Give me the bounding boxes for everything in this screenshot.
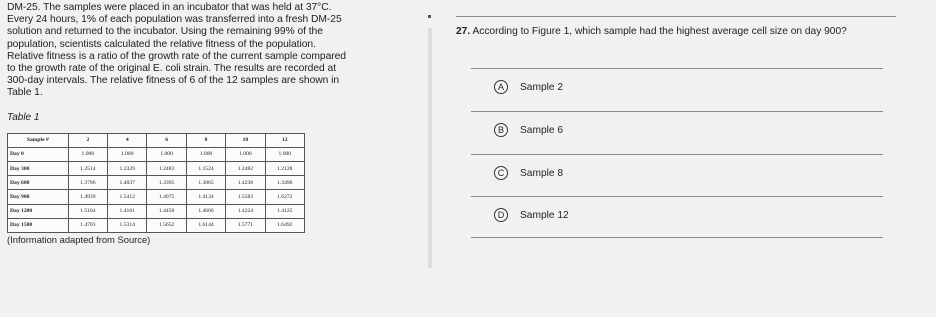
table-cell: 1.3796 <box>68 176 107 190</box>
choice-label-d: Sample 12 <box>520 209 569 221</box>
choice-letter-d: D <box>494 208 508 222</box>
table-row <box>8 204 305 218</box>
table-cell: 1.000 <box>147 147 186 161</box>
table-cell: 1.4450 <box>147 204 186 218</box>
passage-text <box>7 2 427 100</box>
answer-rule <box>471 237 883 238</box>
passage-line: 300-day intervals. The relative fitness of 6 of the 12 samples are shown in <box>7 75 340 87</box>
passage-line: to the growth rate of the original E. coli strain. The results are recorded at <box>7 63 337 75</box>
choice-label-c: Sample 8 <box>520 167 564 179</box>
question-stem <box>456 26 847 37</box>
question-number: 27. <box>456 26 471 37</box>
table-cell: 1.2329 <box>108 162 147 176</box>
table-cell: 1.2514 <box>68 162 107 176</box>
table-header: 6 <box>147 133 186 147</box>
table-cell: 1.3490 <box>265 176 304 190</box>
top-rule <box>456 16 896 17</box>
table-cell: 1.000 <box>108 147 147 161</box>
table-header: 10 <box>226 133 265 147</box>
table-cell: 1.5104 <box>68 204 107 218</box>
table-row-label: Day 0 <box>8 147 69 161</box>
choice-label-b: Sample 6 <box>520 124 564 136</box>
passage-line: Table 1. <box>7 87 43 99</box>
table-cell: 1.3395 <box>147 176 186 190</box>
answer-rule <box>471 111 883 112</box>
passage-line: DM-25. The samples were placed in an incubator that was held at 37°C. <box>7 2 332 13</box>
table-cell: 1.4703 <box>68 218 107 232</box>
table-cell: 1.5771 <box>226 218 265 232</box>
answer-rule <box>471 68 883 69</box>
choice-letter-c: C <box>494 166 508 180</box>
choice-b[interactable] <box>494 123 563 137</box>
table-cell: 1.4666 <box>186 204 225 218</box>
table-cell: 1.2482 <box>226 162 265 176</box>
choice-letter-b: B <box>494 123 508 137</box>
answer-rule <box>471 154 883 155</box>
table-cell: 1.5583 <box>226 190 265 204</box>
choice-label-a: Sample 2 <box>520 81 564 93</box>
table-cell: 1.6272 <box>265 190 304 204</box>
passage-line: Relative fitness is a ratio of the growth rate of the current sample compared <box>7 50 346 62</box>
table-header: 2 <box>68 133 107 147</box>
table-cell: 1.5652 <box>147 218 186 232</box>
table-cell: 1.4238 <box>226 176 265 190</box>
table-row-label: Day 1200 <box>8 204 69 218</box>
table-header: 8 <box>186 133 225 147</box>
panel-divider <box>428 28 432 268</box>
table-cell: 1.4134 <box>186 190 225 204</box>
table-cell: 1.4075 <box>147 190 186 204</box>
choice-d[interactable] <box>494 208 569 222</box>
passage-panel <box>7 2 427 245</box>
table-cell: 1.4125 <box>265 204 304 218</box>
table-row <box>8 162 305 176</box>
table-cell: 1.2128 <box>265 162 304 176</box>
table-header: Sample # <box>8 133 69 147</box>
table-cell: 1.000 <box>226 147 265 161</box>
fitness-table <box>7 133 305 233</box>
passage-line: solution and returned to the incubator. Using the remaining 99% of the <box>7 26 323 38</box>
table-cell: 1.000 <box>68 147 107 161</box>
table-cell: 1.1524 <box>186 162 225 176</box>
table-cell: 1.000 <box>265 147 304 161</box>
table-cell: 1.5412 <box>108 190 147 204</box>
source-note: (Information adapted from Source) <box>7 233 151 245</box>
choice-a[interactable] <box>494 80 563 94</box>
table-cell: 1.2483 <box>147 162 186 176</box>
table-cell: 1.4224 <box>226 204 265 218</box>
table-cell: 1.4939 <box>68 190 107 204</box>
table-row-label: Day 300 <box>8 162 69 176</box>
table-cell: 1.6144 <box>186 218 225 232</box>
table-cell: 1.000 <box>186 147 225 161</box>
question-text: According to Figure 1, which sample had the highest average cell size on day 900? <box>472 26 847 37</box>
table-row-label: Day 900 <box>8 190 69 204</box>
table-row <box>8 147 305 161</box>
table-cell: 1.4037 <box>108 176 147 190</box>
table-cell: 1.6492 <box>265 218 304 232</box>
table-cell: 1.3865 <box>186 176 225 190</box>
passage-line: Every 24 hours, 1% of each population was transferred into a fresh DM-25 <box>7 14 342 26</box>
table-body <box>8 147 305 232</box>
table-header: 12 <box>265 133 304 147</box>
table-row <box>8 176 305 190</box>
choice-c[interactable] <box>494 166 563 180</box>
scroll-marker <box>428 15 431 18</box>
answer-rule <box>471 196 883 197</box>
table-cell: 1.4161 <box>108 204 147 218</box>
table-row-label: Day 1500 <box>8 218 69 232</box>
choice-letter-a: A <box>494 80 508 94</box>
table-cell: 1.5314 <box>108 218 147 232</box>
table-row <box>8 190 305 204</box>
table-row <box>8 218 305 232</box>
table-header-row <box>8 133 305 147</box>
table-header: 4 <box>108 133 147 147</box>
passage-line: population, scientists calculated the relative fitness of the population. <box>7 38 316 50</box>
table-row-label: Day 600 <box>8 176 69 190</box>
table-caption: Table 1 <box>7 111 40 123</box>
